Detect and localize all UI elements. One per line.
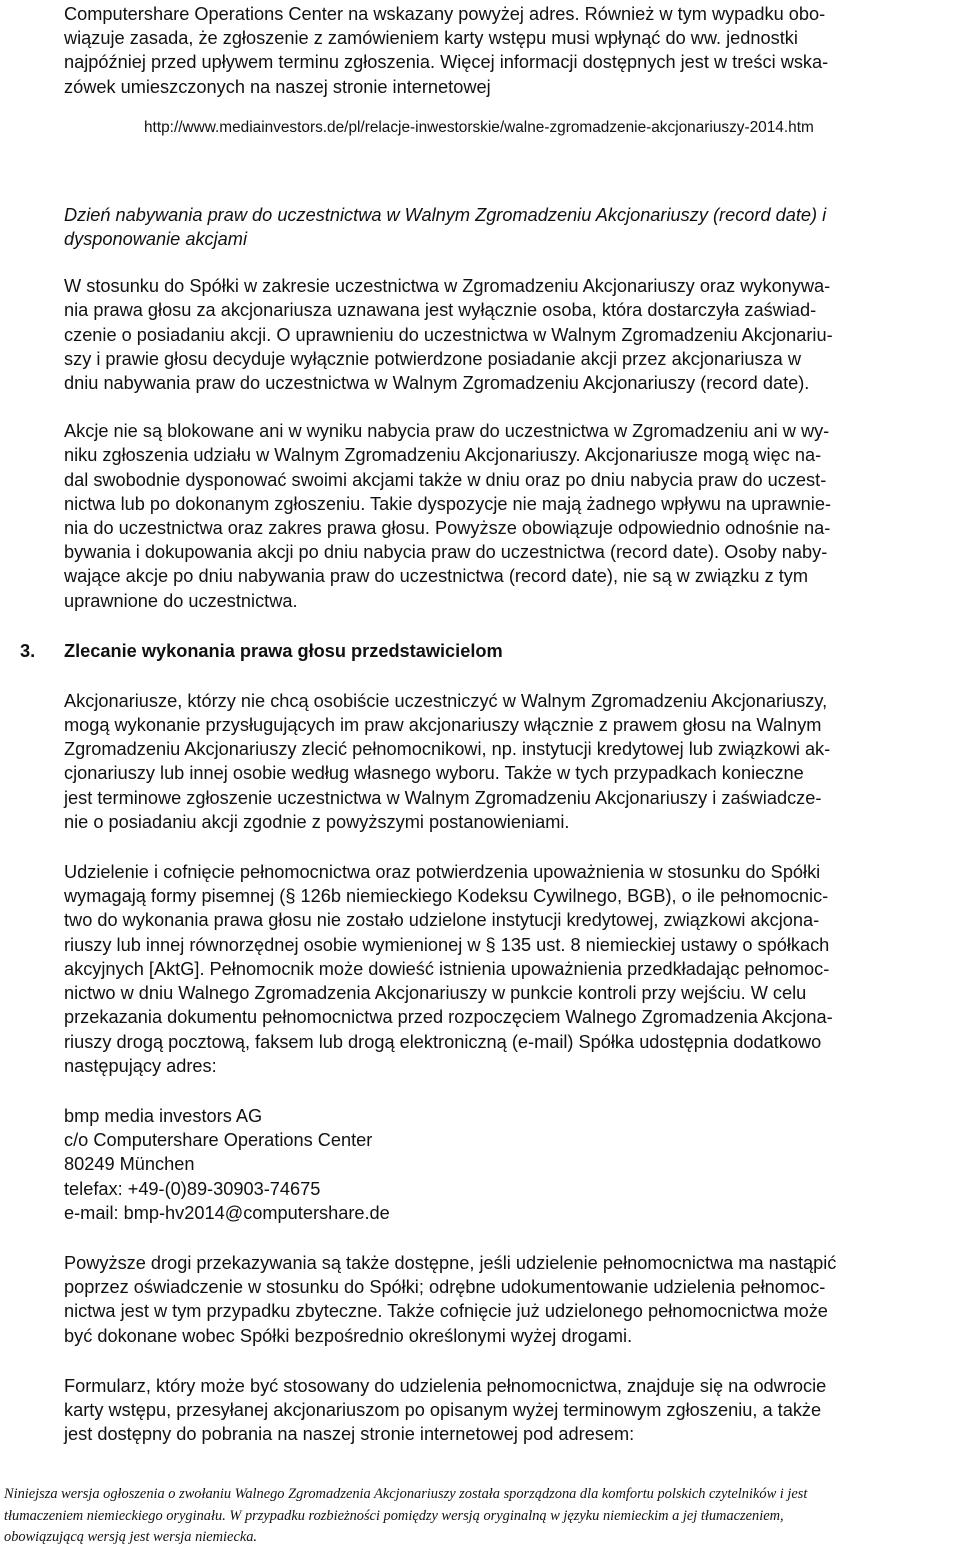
- text-line: Akcjonariusze, którzy nie chcą osobiście uczestniczyć w Walnym Zgromadzeniu Akcjonariuszy,: [64, 690, 828, 711]
- text-line: dysponowanie akcjami: [64, 229, 247, 250]
- text-line: W stosunku do Spółki w zakresie uczestnictwa w Zgromadzeniu Akcjonariuszy oraz wykonywa-: [64, 276, 831, 297]
- text-line: Dzień nabywania praw do uczestnictwa w Walnym Zgromadzeniu Akcjonariuszy (record date) i: [64, 204, 827, 225]
- document-body: [20, 2, 954, 1446]
- text-line: nictwa jest w tym przypadku zbyteczne. Także cofnięcie już udzielonego pełnomocnictwa może: [64, 1301, 828, 1322]
- postal-address: [64, 1104, 954, 1225]
- text-line: szy i prawie głosu decyduje wyłącznie potwierdzone posiadanie akcji przez akcjonariusza w: [64, 348, 801, 369]
- text-line: następujący adres:: [64, 1055, 217, 1076]
- spacer: [64, 834, 954, 860]
- address-care-of: c/o Computershare Operations Center: [64, 1130, 373, 1151]
- spacer: [64, 1348, 954, 1374]
- text-line: najpóźniej przed upływem terminu zgłoszenia. Więcej informacji dostępnych jest w treści wska-: [64, 52, 829, 73]
- text-line: nia do uczestnictwa oraz zakres prawa głosu. Powyższe obowiązuje odpowiednio odnośnie na-: [64, 518, 831, 539]
- text-line: two do wykonania prawa głosu nie zostało udzielone instytucji kredytowej, związkowi akcjona-: [64, 910, 820, 931]
- text-line: mogą wykonanie przysługujących im praw akcjonariuszy włącznie z prawem głosu na Walnym: [64, 715, 822, 736]
- section-3-heading: [20, 639, 954, 663]
- text-line: przekazania dokumentu pełnomocnictwa przed rozpoczęciem Walnego Zgromadzenia Akcjona-: [64, 1007, 833, 1028]
- text-line: cjonariuszy lub innej osobie według własnego wyboru. Także w tych przypadkach konieczne: [64, 763, 804, 784]
- intro-paragraph: [64, 2, 954, 99]
- text-line: dal swobodnie dysponować swoimi akcjami także w dniu oraz po dniu nabycia praw do uczest-: [64, 469, 827, 490]
- text-line: wymagają formy pisemnej (§ 126b niemieckiego Kodeksu Cywilnego, BGB), o ile pełnomocnic-: [64, 886, 829, 907]
- record-date-paragraph-2: [64, 419, 954, 613]
- text-line: dniu nabywania praw do uczestnictwa w Walnym Zgromadzeniu Akcjonariuszy (record date).: [64, 373, 810, 394]
- text-line: Formularz, który może być stosowany do udzielenia pełnomocnictwa, znajduje się na odwrocie: [64, 1375, 827, 1396]
- record-date-paragraph-1: [64, 274, 954, 395]
- text-line: wające akcje po dniu nabywania praw do uczestnictwa (record date), nie są w związku z tym: [64, 566, 809, 587]
- text-line: Powyższe drogi przekazywania są także dostępne, jeśli udzielenie pełnomocnictwa ma nastąpić: [64, 1252, 837, 1273]
- text-line: niku zgłoszenia udziału w Walnym Zgromadzeniu Akcjonariuszy. Akcjonariusze mogą więc na-: [64, 445, 822, 466]
- text-line: Akcje nie są blokowane ani w wyniku nabycia praw do uczestnictwa w Zgromadzeniu ani w wy-: [64, 421, 830, 442]
- text-line: czenie o posiadaniu akcji. O uprawnieniu do uczestnictwa w Walnym Zgromadzeniu Akcjonariu-: [64, 324, 833, 345]
- text-line: akcyjnych [AktG]. Pełnomocnik może dowieść istnienia upoważnienia przedkładając pełnomoc-: [64, 958, 830, 979]
- spacer: [64, 251, 954, 274]
- proxy-paragraph-2: [64, 860, 954, 1078]
- address-fax: telefax: +49-(0)89-30903-74675: [64, 1178, 321, 1199]
- text-line: Computershare Operations Center na wskazany powyżej adres. Również w tym wypadku obo-: [64, 4, 826, 24]
- text-line: nia prawa głosu za akcjonariusza uznawana jest wyłącznie osoba, która dostarczyła zaświad-: [64, 300, 817, 321]
- text-line: nictwa lub po dokonanym zgłoszeniu. Takie dyspozycje nie mają żadnego wpływu na uprawnie-: [64, 493, 832, 514]
- spacer: [64, 140, 954, 203]
- section-title: Zlecanie wykonania prawa głosu przedstawicielom: [64, 640, 503, 661]
- text-line: Zgromadzeniu Akcjonariuszy zlecić pełnomocnikowi, np. instytucji kredytowej lub związkowi ak-: [64, 739, 831, 760]
- text-line: Udzielenie i cofnięcie pełnomocnictwa oraz potwierdzenia upoważnienia w stosunku do Spółki: [64, 862, 821, 883]
- investor-relations-url[interactable]: http://www.mediainvestors.de/pl/relacje-inwestorskie/walne-zgromadzenie-akcjonariuszy-2014.htm: [144, 118, 814, 136]
- footnote-line: tłumaczeniem niemieckiego oryginału. W przypadku rozbieżności pomiędzy wersją oryginalną w języku niemieckim a jej tłumaczeniem,: [4, 1507, 784, 1524]
- text-line: wiązuje zasada, że zgłoszenie z zamówieniem karty wstępu musi wpłynąć do ww. jednostki: [64, 28, 798, 49]
- text-line: karty wstępu, przesyłanej akcjonariuszom po opisanym wyżej terminowym zgłoszeniu, a także: [64, 1399, 822, 1420]
- text-line: nictwo w dniu Walnego Zgromadzenia Akcjonariuszy w punkcie kontroli przy wejściu. W celu: [64, 983, 807, 1004]
- text-line: poprzez oświadczenie w stosunku do Spółki; odrębne udokumentowanie udzielenia pełnomoc-: [64, 1277, 826, 1298]
- text-line: być dokonane wobec Spółki bezpośrednio określonymi wyżej drogami.: [64, 1325, 633, 1346]
- address-company: bmp media investors AG: [64, 1105, 263, 1126]
- text-line: jest dostępny do pobrania na naszej stronie internetowej pod adresem:: [64, 1424, 635, 1445]
- spacer: [64, 1078, 954, 1104]
- spacer: [64, 613, 954, 639]
- section-number: 3.: [20, 640, 36, 661]
- text-line: nie o posiadaniu akcji zgodnie z powyższymi postanowieniami.: [64, 811, 570, 832]
- translation-disclaimer-footnote: [4, 1484, 956, 1549]
- footnote-line: obowiązującą wersją jest wersja niemiecka.: [4, 1529, 258, 1545]
- proxy-paragraph-4: [64, 1374, 954, 1447]
- text-line: riuszy drogą pocztową, faksem lub drogą elektroniczną (e-mail) Spółka udostępnia dodatkowo: [64, 1031, 822, 1052]
- text-line: zówek umieszczonych na naszej stronie internetowej: [64, 76, 491, 97]
- spacer: [64, 1225, 954, 1251]
- text-line: bywania i dokupowania akcji po dniu nabycia praw do uczestnictwa (record date). Osoby naby-: [64, 542, 828, 563]
- footnote-line: Niniejsza wersja ogłoszenia o zwołaniu Walnego Zgromadzenia Akcjonariuszy została sporządzona dla komfortu polskich czytelników i jest: [4, 1486, 808, 1502]
- proxy-paragraph-1: [64, 689, 954, 834]
- spacer: [64, 395, 954, 419]
- record-date-title: [64, 203, 954, 251]
- text-line: uprawnione do uczestnictwa.: [64, 590, 298, 611]
- text-line: riuszy lub innej równorzędnej osobie wymienionej w § 135 ust. 8 niemieckiej ustawy o spółkach: [64, 934, 830, 955]
- text-line: jest terminowe zgłoszenie uczestnictwa w Walnym Zgromadzeniu Akcjonariuszy i zaświadcze-: [64, 787, 822, 808]
- address-city: 80249 München: [64, 1154, 195, 1175]
- proxy-paragraph-3: [64, 1251, 954, 1348]
- spacer: [64, 663, 954, 689]
- address-email[interactable]: e-mail: bmp-hv2014@computershare.de: [64, 1202, 390, 1223]
